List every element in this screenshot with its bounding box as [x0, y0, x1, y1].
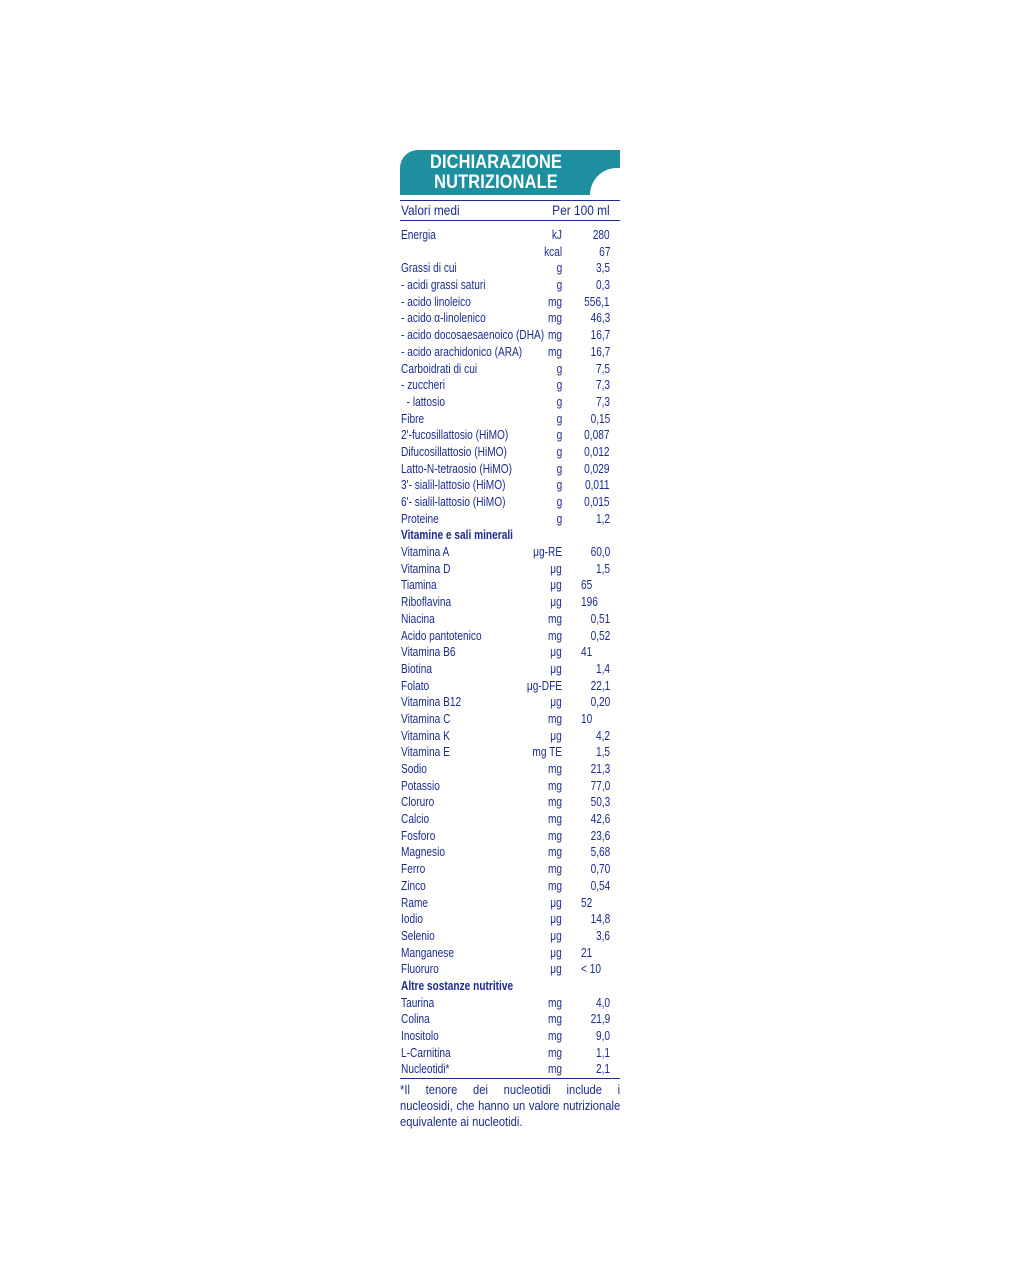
table-row [400, 828, 620, 845]
table-row [400, 878, 620, 895]
table-row [400, 461, 620, 478]
nutrient-unit: μg [550, 644, 562, 660]
table-row [400, 961, 620, 978]
nutrient-label: Fluoruro [401, 961, 439, 977]
nutrient-label: 2'-fucosillattosio (HiMO) [401, 427, 509, 443]
table-row [400, 244, 620, 261]
divider-header [400, 220, 620, 221]
nutrient-unit: mg [547, 1011, 562, 1027]
table-row [400, 377, 620, 394]
nutrient-unit: mg [547, 1061, 562, 1077]
nutrient-label: Vitamina B12 [401, 694, 462, 710]
nutrient-unit: μg [550, 911, 562, 927]
nutrient-label: Zinco [401, 877, 426, 893]
table-row [400, 678, 620, 695]
section-heading-row [400, 527, 620, 544]
table-row [400, 1028, 620, 1045]
nutrient-unit: mg [547, 827, 562, 843]
nutrient-value: 1,4 [595, 660, 610, 676]
nutrient-value: 9,0 [595, 1028, 610, 1043]
table-row [400, 911, 620, 928]
table-row [400, 611, 620, 628]
divider-bottom [400, 1078, 620, 1079]
nutrient-unit: mg TE [532, 744, 562, 760]
nutrient-label: Ferro [401, 861, 426, 877]
nutrient-value: 21,3 [590, 761, 610, 776]
table-row [400, 945, 620, 962]
table-row [400, 561, 620, 578]
nutrient-value: 21 [581, 944, 593, 960]
nutrient-value: 41 [581, 644, 593, 660]
nutrient-value: 3,6 [595, 927, 610, 943]
nutrient-value: 0,15 [590, 410, 610, 426]
nutrient-label: Iodio [401, 911, 423, 927]
nutrient-unit: g [556, 360, 562, 376]
nutrient-unit: mg [547, 811, 562, 827]
nutrient-value: 3,5 [595, 260, 610, 276]
table-row [400, 728, 620, 745]
nutrient-label: Selenio [401, 927, 435, 943]
nutrition-panel [400, 150, 620, 1130]
nutrient-label: Vitamina E [401, 744, 450, 760]
table-row [400, 778, 620, 795]
nutrient-unit: g [556, 427, 562, 443]
nutrient-value: 0,70 [590, 861, 610, 877]
nutrient-value: 21,9 [590, 1011, 610, 1027]
table-row [400, 811, 620, 828]
nutrient-value: 46,3 [590, 310, 610, 326]
nutrient-value: 280 [593, 227, 610, 242]
table-row [400, 744, 620, 761]
nutrient-value: 4,0 [595, 994, 610, 1010]
table-row [400, 260, 620, 277]
nutrient-unit: g [556, 260, 562, 276]
nutrient-value: < 10 [581, 961, 602, 977]
nutrient-label: - acidi grassi saturi [401, 277, 486, 293]
nutrient-unit: mg [547, 777, 562, 793]
table-row [400, 411, 620, 428]
nutrient-value: 1,5 [595, 744, 610, 760]
nutrient-label: Nucleotidi* [401, 1061, 450, 1077]
nutrient-unit: mg [547, 1044, 562, 1060]
table-row [400, 577, 620, 594]
nutrient-label: Fosforo [401, 827, 436, 843]
nutrient-label: Rame [401, 894, 429, 910]
nutrient-label: 3'- sialil-lattosio (HiMO) [401, 477, 506, 493]
nutrient-unit: mg [547, 761, 562, 776]
nutrient-unit: g [556, 377, 562, 393]
nutrient-unit: mg [547, 1028, 562, 1043]
nutrient-value: 77,0 [590, 777, 610, 793]
nutrient-value: 7,3 [595, 393, 610, 409]
nutrient-label: Cloruro [401, 794, 435, 810]
table-row [400, 694, 620, 711]
nutrient-label: Proteine [401, 510, 439, 526]
nutrient-unit: μg-DFE [526, 677, 562, 693]
table-row [400, 895, 620, 912]
nutrient-unit: μg [550, 577, 562, 593]
nutrient-unit: g [556, 477, 562, 493]
nutrient-label: - acido docosaesaenoico (DHA) [401, 327, 545, 343]
nutrient-unit: g [556, 460, 562, 476]
table-row [400, 1061, 620, 1078]
nutrient-unit: mg [547, 877, 562, 893]
table-row [400, 1011, 620, 1028]
nutrient-value: 0,012 [584, 443, 610, 459]
nutrient-value: 0,51 [590, 610, 610, 626]
banner-title-line1: DICHIARAZIONE [429, 152, 563, 173]
table-row [400, 361, 620, 378]
table-row [400, 861, 620, 878]
table-row [400, 427, 620, 444]
nutrient-label: Vitamina C [401, 710, 451, 726]
nutrient-value: 0,029 [584, 460, 610, 476]
nutrient-unit: μg [550, 594, 562, 610]
nutrient-unit: μg-RE [533, 544, 562, 560]
table-row [400, 844, 620, 861]
nutrient-unit: mg [547, 343, 562, 359]
nutrient-value: 14,8 [590, 911, 610, 927]
nutrition-table [400, 227, 620, 1078]
table-row [400, 344, 620, 361]
nutrient-value: 0,20 [590, 694, 610, 710]
nutrient-value: 196 [581, 594, 598, 610]
nutrient-label: Magnesio [401, 844, 445, 860]
nutrient-unit: μg [550, 660, 562, 676]
nutrient-unit: μg [550, 560, 562, 576]
nutrient-unit: mg [547, 310, 562, 326]
nutrient-label: Fibre [401, 410, 425, 426]
nutrient-unit: g [556, 410, 562, 426]
table-row [400, 711, 620, 728]
nutrient-unit: mg [547, 794, 562, 810]
nutrient-unit: mg [547, 610, 562, 626]
nutrient-label: Manganese [401, 944, 455, 960]
table-row [400, 544, 620, 561]
table-row [400, 661, 620, 678]
nutrient-label: Acido pantotenico [401, 627, 482, 643]
nutrient-value: 0,52 [590, 627, 610, 643]
nutrient-value: 7,5 [595, 360, 610, 376]
nutrient-value: 60,0 [590, 544, 610, 560]
table-header [400, 201, 620, 220]
nutrient-value: 1,1 [595, 1044, 610, 1060]
nutrient-label: - acido arachidonico (ARA) [401, 343, 523, 359]
nutrient-label: Latto-N-tetraosio (HiMO) [401, 460, 513, 476]
nutrient-value: 0,54 [590, 877, 610, 893]
nutrient-label: Niacina [401, 610, 435, 626]
header-label: Valori medi [401, 202, 460, 218]
nutrient-unit: mg [547, 327, 562, 343]
nutrient-value: 7,3 [595, 377, 610, 393]
nutrient-label: Riboflavina [401, 594, 452, 610]
nutrient-unit: μg [550, 894, 562, 910]
nutrient-unit: g [556, 393, 562, 409]
nutrient-unit: mg [547, 861, 562, 877]
nutrient-value: 0,015 [584, 494, 610, 509]
nutrient-unit: mg [547, 844, 562, 860]
nutrient-value: 0,087 [584, 427, 610, 443]
table-row [400, 644, 620, 661]
nutrient-unit: g [556, 443, 562, 459]
nutrient-label: Biotina [401, 660, 433, 676]
nutrient-unit: mg [547, 627, 562, 643]
nutrient-unit: mg [547, 710, 562, 726]
nutrient-value: 52 [581, 894, 593, 910]
section-heading-row [400, 978, 620, 995]
nutrient-label: - lattosio [401, 393, 445, 409]
banner-title-line2: NUTRIZIONALE [434, 172, 558, 193]
nutrient-unit: g [556, 510, 562, 526]
nutrient-label: Inositolo [401, 1028, 439, 1043]
nutrient-label: Vitamina D [401, 560, 451, 576]
nutrient-unit: kJ [551, 227, 562, 242]
nutrient-unit: g [556, 494, 562, 509]
nutrient-unit: μg [550, 944, 562, 960]
nutrient-value: 65 [581, 577, 593, 593]
nutrient-unit: mg [547, 994, 562, 1010]
nutrient-label: - acido α-linolenico [401, 310, 486, 326]
nutrient-label: Difucosillattosio (HiMO) [401, 443, 507, 459]
nutrient-label: Potassio [401, 777, 440, 793]
table-row [400, 511, 620, 528]
table-row [400, 594, 620, 611]
nutrient-label: Energia [401, 227, 436, 242]
nutrient-label: Sodio [401, 761, 427, 776]
nutrient-value: 1,2 [595, 510, 610, 526]
nutrient-value: 0,3 [595, 277, 610, 293]
nutrient-value: 67 [598, 243, 610, 259]
nutrient-value: 22,1 [590, 677, 610, 693]
nutrient-unit: kcal [543, 243, 562, 259]
table-row [400, 1045, 620, 1062]
nutrient-label: - zuccheri [401, 377, 445, 393]
table-row [400, 995, 620, 1012]
nutrient-unit: μg [550, 927, 562, 943]
footnote-line: nucleosidi, che hanno un valore nutrizionale [400, 1098, 621, 1114]
nutrient-value: 0,011 [585, 477, 610, 493]
header-per-100ml: Per 100 ml [552, 202, 610, 218]
nutrient-value: 16,7 [590, 343, 610, 359]
nutrient-label: 6'- sialil-lattosio (HiMO) [401, 494, 506, 509]
nutrient-unit: μg [550, 727, 562, 743]
nutrient-label: Colina [401, 1011, 430, 1027]
table-row [400, 310, 620, 327]
section-heading: Altre sostanze nutritive [401, 977, 514, 993]
nutrient-label: Folato [401, 677, 430, 693]
table-row [400, 494, 620, 511]
table-row [400, 444, 620, 461]
table-row [400, 761, 620, 778]
nutrient-label: Vitamina B6 [401, 644, 456, 660]
nutrient-label: Vitamina A [401, 544, 450, 560]
nutrient-value: 42,6 [590, 811, 610, 827]
nutrient-value: 23,6 [590, 827, 610, 843]
nutrient-label: L-Carnitina [401, 1044, 451, 1060]
nutrient-unit: μg [550, 694, 562, 710]
nutrient-value: 4,2 [595, 727, 610, 743]
title-banner [400, 150, 620, 195]
nutrient-label: Tiamina [401, 577, 437, 593]
nutrient-unit: mg [547, 293, 562, 309]
table-row [400, 394, 620, 411]
table-row [400, 628, 620, 645]
table-row [400, 928, 620, 945]
table-row [400, 277, 620, 294]
nutrient-value: 5,68 [590, 844, 610, 860]
nutrient-label: Carboidrati di cui [401, 360, 478, 376]
nutrient-value: 1,5 [595, 560, 610, 576]
table-row [400, 327, 620, 344]
nutrient-value: 556,1 [584, 293, 610, 309]
section-heading: Vitamine e sali minerali [401, 527, 513, 543]
table-row [400, 227, 620, 244]
footnote-line: equivalente ai nucleotidi. [400, 1114, 523, 1130]
nutrient-label: - acido linoleico [401, 293, 471, 309]
nutrient-label: Taurina [401, 994, 435, 1010]
nutrient-value: 10 [581, 710, 593, 726]
nutrient-unit: g [556, 277, 562, 293]
nutrient-label: Calcio [401, 811, 430, 827]
footnote-line: *Il tenore dei nucleotidi include i [400, 1082, 621, 1098]
nutrient-label: Vitamina K [401, 727, 450, 743]
nutrient-value: 2,1 [595, 1061, 610, 1077]
nutrient-value: 50,3 [590, 794, 610, 810]
nutrient-label: Grassi di cui [401, 260, 457, 276]
table-row [400, 794, 620, 811]
footnote [400, 1082, 620, 1130]
table-row [400, 477, 620, 494]
nutrient-unit: μg [550, 961, 562, 977]
nutrient-value: 16,7 [590, 327, 610, 343]
table-row [400, 294, 620, 311]
